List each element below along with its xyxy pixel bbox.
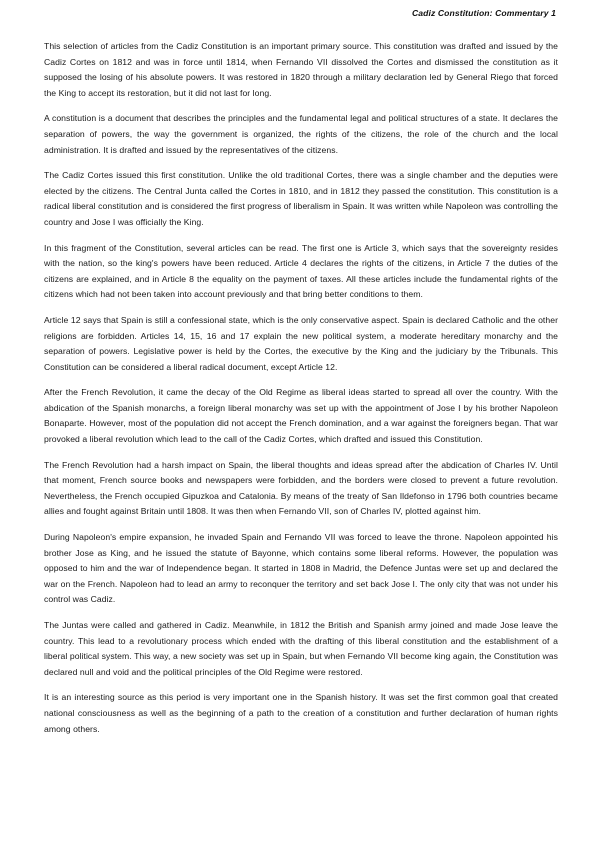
page-header: Cadiz Constitution: Commentary 1 (411, 8, 556, 18)
paragraph: It is an interesting source as this period is very important one in the Spanish history. It was set the first common goal that created national consciousness as well as the beginning of a path to the creation of a constitution and further declaration of human rights among others. (44, 692, 558, 734)
paragraph: Article 12 says that Spain is still a confessional state, which is the only conservative aspect. Spain is declared Catholic and the other religions are forbidden. Articles 14, 15, 16 and 17 explain the new political system, a moderate hereditary monarchy and the separation of powers. Legislative power is held by the Cortes, the executive by the King and the judiciary by the Tribunals. This Constitution can be considered a liberal radical document, except Article 12. (44, 314, 558, 372)
paragraph: This selection of articles from the Cadiz Constitution is an important primary source. This constitution was drafted and issued by the Cadiz Cortes on 1812 and was in force until 1814, when Fernando VII dissolved the Cortes and dismissed the constitution as it supposed the losing of his absolute powers. It was restored in 1820 through a military declaration led by General Riego that forced the King to accept its restoration, but it did not last for long. (44, 41, 558, 98)
paragraph: During Napoleon's empire expansion, he invaded Spain and Fernando VII was forced to leave the throne. Napoleon appointed his brother Jose as King, and he issued the statute of Bayonne, which contains some liberal reforms. However, the population was opposed to him and the war of Independence began. It started in 1808 in Madrid, the Defence Juntas were set up and declared the war on the French. Napoleon had to lead an army to reconquer the territory and set back Jose I. The only city that was not under his control was Cadiz. (44, 532, 558, 605)
paragraph: The Juntas were called and gathered in Cadiz. Meanwhile, in 1812 the British and Spanish army joined and made Jose leave the country. This lead to a revolutionary process which ended with the drafting of this liberal constitution and the establishment of a liberal political system. This way, a new society was set up in Spain, but when Fernando VII become king again, the Constitution was declared null and void and the political principles of the Old Regime were restored. (44, 620, 558, 677)
paragraph: A constitution is a document that describes the principles and the fundamental legal and political structures of a state. It declares the separation of powers, the way the government is organized, the rights of the citizens, the role of the church and the local administration. It is drafted and issued by the representatives of the citizens. (44, 113, 558, 155)
document-body (44, 39, 558, 747)
paragraph: In this fragment of the Constitution, several articles can be read. The first one is Article 3, which says that the sovereignty resides with the nation, so the king's powers have been reduced. Article 4 declares the rights of the citizens, in Article 7 the duties of the citizens are explained, and in Article 8 the equality on the payment of taxes. All these articles include the fundamental rights of the citizens which had not been taken into account previously and that bring better conditions to them. (44, 242, 558, 300)
paragraph: After the French Revolution, it came the decay of the Old Regime as liberal ideas started to spread all over the country. With the abdication of the Spanish monarchs, a foreign liberal monarchy was set up with the appointment of Jose I by his brother Napoleon Bonaparte. However, most of the population did not accept the French domination, and a war against the foreigners began. That war provoked a liberal revolution which lead to the call of the Cadiz Cortes, which drafted and issued this Constitution. (44, 387, 558, 445)
paragraph: The French Revolution had a harsh impact on Spain, the liberal thoughts and ideas spread after the abdication of Charles IV. Until that moment, French source books and newspapers were forbidden, and the borders were closed to prevent a future revolution. Nevertheless, the French occupied Gipuzkoa and Catalonia. By means of the treaty of San Ildefonso in 1796 both countries became allies and fought against Britain until 1808. It was then when Fernando VII, son of Charles IV, plotted against him. (44, 459, 558, 517)
paragraph: The Cadiz Cortes issued this first constitution. Unlike the old traditional Cortes, there was a single chamber and the deputies were elected by the citizens. The Central Junta called the Cortes in 1810, and in 1812 they passed the constitution. This constitution is a radical liberal constitution and is considered the first progress of liberalism in Spain. It was written while Napoleon was controlling the country and Jose I was officially the King. (44, 170, 558, 227)
